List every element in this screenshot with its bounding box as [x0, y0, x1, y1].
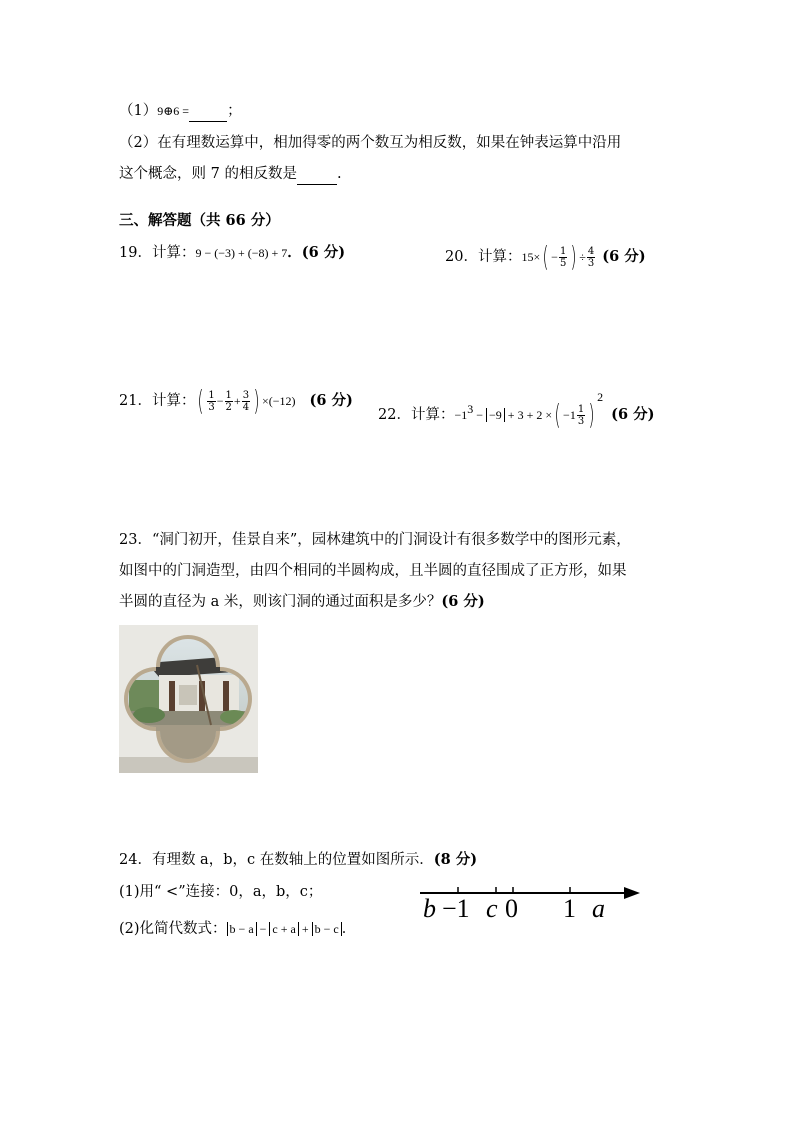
numberline-label-a: a: [592, 894, 605, 923]
q18-part1-blank: [189, 101, 227, 122]
numberline-label-0: 0: [505, 894, 518, 923]
q20: 20．计算：15×( − $\frac{1}{5}$ ) ÷ $\frac{4}{3}$ (6 分): [445, 240, 646, 273]
q18-part2-line2: 这个概念，则 7 的相反数是 .: [119, 164, 342, 185]
q20-frac2: $\frac{4}{3}$: [587, 245, 595, 269]
q21-frac3: $\frac{3}{4}$: [242, 389, 250, 413]
q18-part1-expr: 9⊕6 =: [157, 104, 190, 118]
q20-frac1: $\frac{1}{5}$: [559, 245, 567, 269]
q19: 19．计算：9 − (−3) + (−8) + 7．(6 分): [119, 244, 346, 261]
q23-line3: 半圆的直径为 a 米，则该门洞的通过面积是多少？(6 分): [119, 593, 485, 610]
q22-frac: $\frac{1}{3}$: [577, 403, 585, 427]
numberline-label-1: 1: [563, 894, 576, 923]
section-title: 三、解答题（共 66 分）: [119, 212, 280, 229]
q23-line1: 23．“洞门初开，佳景自来”，园林建筑中的门洞设计有很多数学中的图形元素，: [119, 532, 631, 548]
moon-gate-image: [119, 625, 258, 773]
q22: 22．计算：$-1^3 - -9 + 3 + 2$ ×( −1 $\frac{1}{3}$ )$^2$(6 分): [378, 390, 655, 431]
q18-part2-blank: [297, 164, 337, 185]
q22-abs: −9: [486, 408, 505, 422]
q21: 21．计算：( $\frac{1}{3}$ − $\frac{1}{2}$ + $\frac{3}{4}$ ) ×(−12) (6 分): [119, 384, 353, 417]
q24-part2: (2)化简代数式： b − a − c + a + b − c ．: [119, 921, 357, 937]
numberline-label-b: b: [423, 894, 436, 923]
numberline-label-c: c: [486, 894, 498, 923]
number-line: [418, 880, 642, 926]
q21-frac1: $\frac{1}{3}$: [208, 389, 215, 413]
q24-line1: 24．有理数 a，b，c 在数轴上的位置如图所示．(8 分): [119, 851, 478, 868]
numberline-label-minus1: −1: [442, 894, 470, 923]
q18-part1: （1）9⊕6 = ；: [119, 101, 242, 122]
q24-part1: (1)用“ <”连接：0，a，b，c；: [119, 884, 323, 900]
q23-line2: 如图中的门洞造型，由四个相同的半圆构成，且半圆的直径围成了正方形，如果: [119, 563, 627, 579]
q19-expr: 9 − (−3) + (−8) + 7: [195, 246, 288, 260]
q21-frac2: $\frac{1}{2}$: [225, 389, 232, 413]
q18-part2-line1: （2）在有理数运算中，相加得零的两个数互为相反数，如果在钟表运算中沿用: [119, 135, 622, 151]
